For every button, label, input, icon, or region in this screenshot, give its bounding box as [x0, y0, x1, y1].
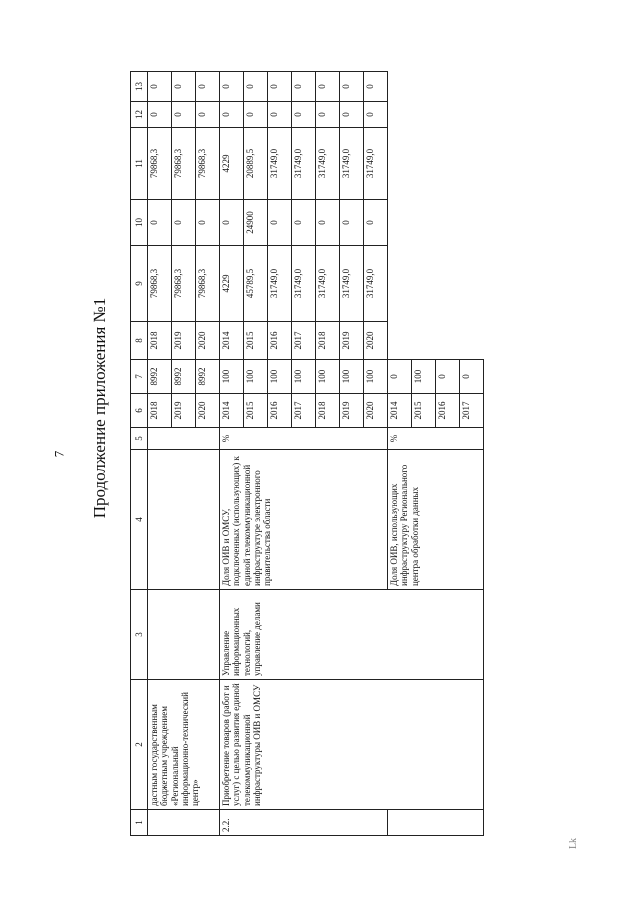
- cell-c7: 0: [388, 360, 412, 394]
- cell-c7: 100: [268, 360, 292, 394]
- cell-c6: 2014: [388, 394, 412, 428]
- cell-c12: 0: [316, 102, 340, 128]
- column-header-10: 10: [131, 200, 148, 246]
- cell-c10: 0: [316, 200, 340, 246]
- page-heading: Продолжение приложения №1: [90, 297, 109, 519]
- cell-c12: 0: [292, 102, 316, 128]
- header-row: [131, 72, 148, 836]
- row-c-unit: %: [388, 428, 484, 450]
- cell-c11: 31749,0: [292, 128, 316, 200]
- cell-c9: 31749,0: [340, 246, 364, 322]
- cell-c13: 0: [340, 72, 364, 102]
- cell-c13: 0: [364, 72, 388, 102]
- cell-c8: 2020: [364, 322, 388, 360]
- cell-c12: 0: [340, 102, 364, 128]
- cell-c6: 2020: [364, 394, 388, 428]
- cell-c6: 2016: [436, 394, 460, 428]
- cell-c8: 2019: [172, 322, 196, 360]
- cell-c7: 100: [244, 360, 268, 394]
- table-row: [220, 72, 244, 836]
- cell-c9: 31749,0: [292, 246, 316, 322]
- cell-c6: 2014: [220, 394, 244, 428]
- cell-c9: 79868,3: [196, 246, 220, 322]
- cell-c7: 100: [292, 360, 316, 394]
- cell-c6: 2019: [172, 394, 196, 428]
- cell-c13: 0: [148, 72, 172, 102]
- cell-c7: 8992: [196, 360, 220, 394]
- cell-c8: 2014: [220, 322, 244, 360]
- cell-c13: 0: [316, 72, 340, 102]
- cell-c6: 2018: [148, 394, 172, 428]
- row-b-number: 2.2.: [220, 810, 388, 836]
- cell-c11: 79868,3: [148, 128, 172, 200]
- column-header-3: 3: [131, 590, 148, 680]
- row-a-col3: [148, 590, 220, 680]
- cell-c7: 100: [340, 360, 364, 394]
- row-c-indicator: Доля ОИВ, использующих инфраструктуру Регионального центра обработки данных: [388, 450, 484, 590]
- column-header-8: 8: [131, 322, 148, 360]
- cell-c9: 4229: [220, 246, 244, 322]
- cell-c13: 0: [172, 72, 196, 102]
- cell-c7: 8992: [172, 360, 196, 394]
- cell-c11: 4229: [220, 128, 244, 200]
- row-a-col1: [148, 810, 220, 836]
- cell-c12: 0: [148, 102, 172, 128]
- cell-c7: 100: [412, 360, 436, 394]
- rotated-sheet: [90, 0, 550, 836]
- row-c-col1: [388, 810, 484, 836]
- cell-c6: 2016: [268, 394, 292, 428]
- cell-c10: 0: [172, 200, 196, 246]
- cell-c9: 31749,0: [364, 246, 388, 322]
- cell-c8: 2018: [316, 322, 340, 360]
- cell-c10: 0: [220, 200, 244, 246]
- cell-c10: 0: [196, 200, 220, 246]
- cell-c8: 2017: [292, 322, 316, 360]
- cell-c12: 0: [364, 102, 388, 128]
- cell-c7: 0: [460, 360, 484, 394]
- column-header-12: 12: [131, 102, 148, 128]
- cell-c11: 79868,3: [172, 128, 196, 200]
- row-b-unit: %: [220, 428, 388, 450]
- cell-c11: 31749,0: [268, 128, 292, 200]
- cell-c8: 2020: [196, 322, 220, 360]
- cell-c7: 100: [364, 360, 388, 394]
- cell-c9: 79868,3: [148, 246, 172, 322]
- row-b-indicator: Доля ОИВ и ОМСУ, подключенных (использующих) к единой телекоммуникационной инфраструктуре электронного правительства области: [220, 450, 388, 590]
- data-table: [130, 71, 484, 836]
- cell-c11: 79868,3: [196, 128, 220, 200]
- cell-c13: 0: [220, 72, 244, 102]
- cell-c7: 0: [436, 360, 460, 394]
- cell-c10: 0: [268, 200, 292, 246]
- cell-c9: 31749,0: [268, 246, 292, 322]
- cell-c8: 2018: [148, 322, 172, 360]
- row-b-description: Приобретение товаров (работ и услуг) с целью развития единой телекоммуникационной инфраструктуры ОИВ и ОМСУ: [220, 680, 484, 810]
- column-header-2: 2: [131, 680, 148, 810]
- row-a-col5: [148, 428, 220, 450]
- cell-c10: 0: [292, 200, 316, 246]
- column-header-1: 1: [131, 810, 148, 836]
- column-header-6: 6: [131, 394, 148, 428]
- cell-c12: 0: [196, 102, 220, 128]
- cell-c10: 0: [340, 200, 364, 246]
- column-header-7: 7: [131, 360, 148, 394]
- cell-c12: 0: [244, 102, 268, 128]
- column-header-13: 13: [131, 72, 148, 102]
- column-header-9: 9: [131, 246, 148, 322]
- cell-c13: 0: [244, 72, 268, 102]
- cell-c9: 45789,5: [244, 246, 268, 322]
- row-a-col4: [148, 450, 220, 590]
- cell-c10: 0: [148, 200, 172, 246]
- cell-c7: 100: [220, 360, 244, 394]
- cell-c12: 0: [172, 102, 196, 128]
- cell-c8: 2019: [340, 322, 364, 360]
- column-header-4: 4: [131, 450, 148, 590]
- page-number: 7: [51, 450, 67, 458]
- cell-c11: 20889,5: [244, 128, 268, 200]
- column-header-5: 5: [131, 428, 148, 450]
- cell-c8: 2015: [244, 322, 268, 360]
- cell-c7: 8992: [148, 360, 172, 394]
- row-a-description: дастным государственным бюджетным учреждением «Региональный информационно-технический центр»: [148, 680, 220, 810]
- cell-c6: 2018: [316, 394, 340, 428]
- cell-c6: 2015: [244, 394, 268, 428]
- column-header-11: 11: [131, 128, 148, 200]
- cell-c11: 31749,0: [364, 128, 388, 200]
- cell-c9: 31749,0: [316, 246, 340, 322]
- cell-c13: 0: [196, 72, 220, 102]
- cell-c10: 0: [364, 200, 388, 246]
- cell-c6: 2019: [340, 394, 364, 428]
- cell-c6: 2015: [412, 394, 436, 428]
- row-b-responsible: Управление информационных технологий, управление делами: [220, 590, 484, 680]
- cell-c13: 0: [292, 72, 316, 102]
- cell-c8: 2016: [268, 322, 292, 360]
- cell-c6: 2020: [196, 394, 220, 428]
- cell-c12: 0: [220, 102, 244, 128]
- cell-c7: 100: [316, 360, 340, 394]
- cell-c6: 2017: [460, 394, 484, 428]
- cell-c9: 79868,3: [172, 246, 196, 322]
- cell-c11: 31749,0: [316, 128, 340, 200]
- cell-c13: 0: [268, 72, 292, 102]
- table-row: [148, 72, 172, 836]
- cell-c11: 31749,0: [340, 128, 364, 200]
- cell-c10: 24900: [244, 200, 268, 246]
- scan-mark: Lk: [568, 837, 580, 850]
- cell-c12: 0: [268, 102, 292, 128]
- cell-c6: 2017: [292, 394, 316, 428]
